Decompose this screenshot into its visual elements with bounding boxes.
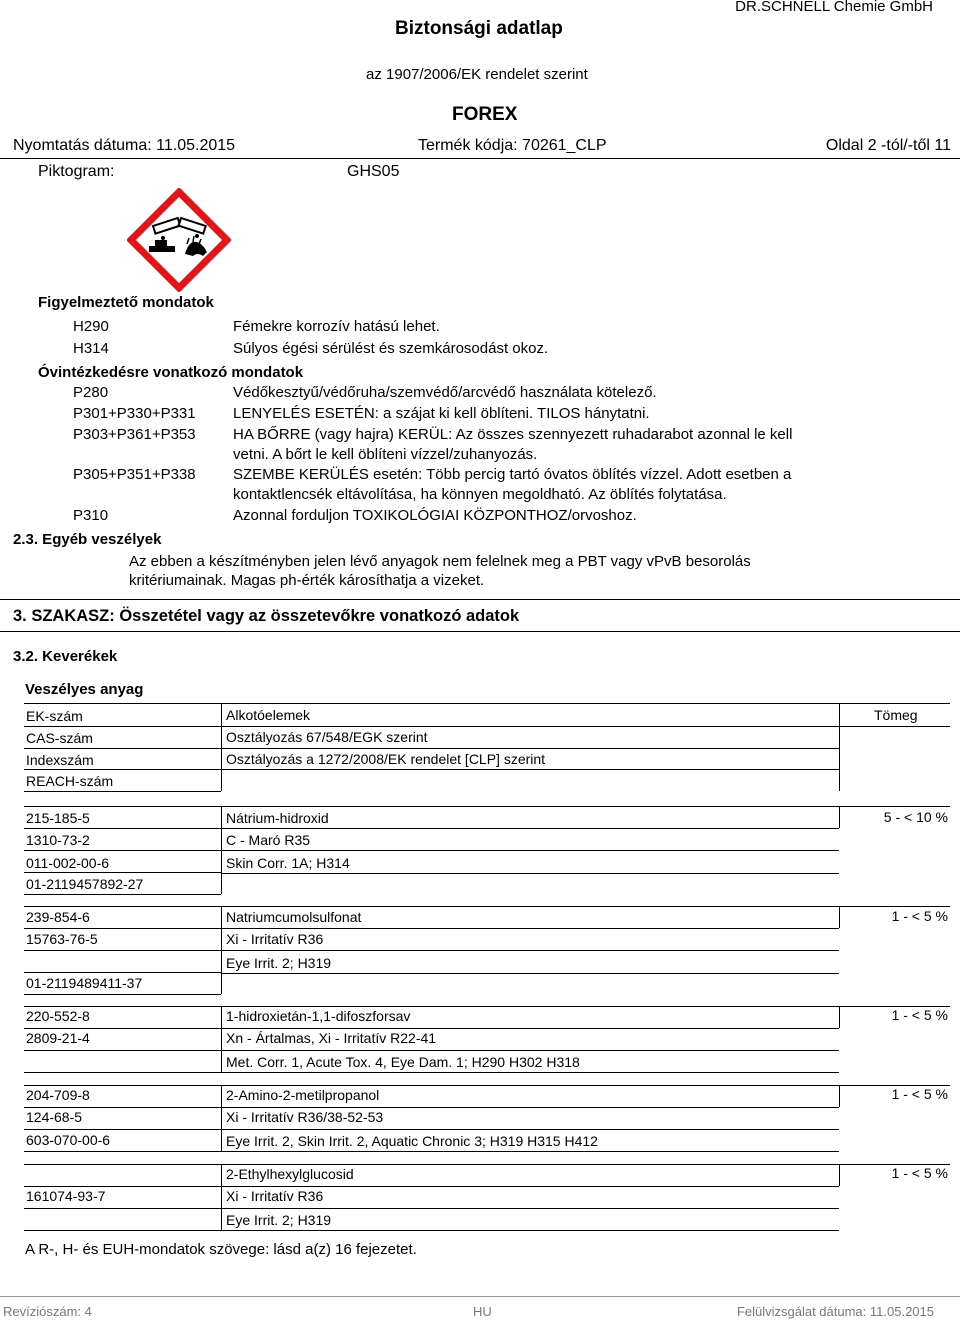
pictogram-label: Piktogram: bbox=[38, 163, 115, 180]
column-header: Osztályozás 67/548/EGK szerint bbox=[226, 729, 428, 745]
column-header: Indexszám bbox=[26, 752, 94, 768]
precaution-code: P305+P351+P338 bbox=[73, 466, 196, 483]
component-name: Nátrium-hidroxid bbox=[226, 810, 329, 826]
table-border bbox=[221, 1129, 839, 1130]
table-border bbox=[24, 850, 221, 851]
table-border bbox=[221, 1072, 839, 1073]
mixtures-heading: 3.2. Keverékek bbox=[13, 648, 118, 665]
table-border bbox=[24, 1208, 221, 1209]
table-border bbox=[24, 950, 221, 951]
classification-clp: Eye Irrit. 2; H319 bbox=[226, 955, 332, 971]
document-title: Biztonsági adatlap bbox=[395, 18, 563, 39]
table-border bbox=[24, 994, 221, 995]
hazard-code: H290 bbox=[73, 318, 109, 335]
table-border bbox=[221, 828, 839, 829]
classification-clp: Skin Corr. 1A; H314 bbox=[226, 855, 350, 871]
table-border bbox=[24, 806, 950, 807]
ghs05-corrosive-icon bbox=[127, 188, 231, 292]
cas-number: 2809-21-4 bbox=[26, 1030, 90, 1046]
reach-number: 01-2119489411-37 bbox=[26, 975, 143, 991]
precaution-text: Azonnal forduljon TOXIKOLÓGIAI KÖZPONTHOZ/orvoshoz. bbox=[233, 507, 637, 524]
table-border bbox=[24, 1151, 221, 1152]
table-border bbox=[24, 726, 221, 727]
classification-clp: Eye Irrit. 2, Skin Irrit. 2, Aquatic Chronic 3; H319 H315 H412 bbox=[226, 1133, 598, 1149]
table-border bbox=[24, 791, 221, 792]
classification-clp: Eye Irrit. 2; H319 bbox=[226, 1212, 332, 1228]
precaution-text: HA BŐRRE (vagy hajra) KERÜL: Az összes szennyezett ruhadarabot azonnal le kell bbox=[233, 426, 793, 443]
table-border bbox=[24, 1050, 221, 1051]
section-divider bbox=[0, 631, 960, 632]
classification-67-548: Xi - Irritatív R36/38-52-53 bbox=[226, 1109, 384, 1125]
component-name: 1-hidroxietán-1,1-difoszforsav bbox=[226, 1008, 411, 1024]
table-border bbox=[24, 828, 221, 829]
precaution-text: LENYELÉS ESETÉN: a szájat ki kell öblíteni. TILOS hánytatni. bbox=[233, 405, 650, 422]
weight-range: 1 - < 5 % bbox=[891, 1086, 948, 1102]
column-header: EK-szám bbox=[26, 708, 83, 724]
table-border bbox=[24, 769, 221, 770]
table-border bbox=[221, 850, 839, 851]
pictogram-code: GHS05 bbox=[347, 163, 400, 180]
precaution-text: kontaktlencsék eltávolítása, ha könnyen megoldható. Az öblítés folytatása. bbox=[233, 486, 727, 503]
table-border bbox=[24, 1186, 221, 1187]
column-header: REACH-szám bbox=[26, 773, 114, 789]
table-border bbox=[24, 1164, 950, 1165]
weight-range: 5 - < 10 % bbox=[883, 809, 948, 825]
ek-number: 239-854-6 bbox=[26, 909, 90, 925]
table-title: Veszélyes anyag bbox=[25, 681, 144, 698]
table-border bbox=[221, 1050, 839, 1051]
table-border bbox=[221, 1107, 839, 1108]
classification-67-548: Xi - Irritatív R36 bbox=[226, 1188, 324, 1204]
column-header: Osztályozás a 1272/2008/EK rendelet [CLP] szerint bbox=[226, 751, 546, 767]
component-name: Natriumcumolsulfonat bbox=[226, 909, 362, 925]
table-border bbox=[221, 873, 839, 874]
table-border bbox=[221, 1006, 222, 1072]
table-border bbox=[24, 1085, 950, 1086]
table-border bbox=[221, 973, 839, 974]
table-border bbox=[24, 872, 221, 873]
ek-number: 215-185-5 bbox=[26, 810, 90, 826]
precaution-text: Védőkesztyű/védőruha/szemvédő/arcvédő használata kötelező. bbox=[233, 384, 657, 401]
classification-67-548: Xn - Ártalmas, Xi - Irritatív R22-41 bbox=[226, 1030, 437, 1046]
weight-range: 1 - < 5 % bbox=[891, 1165, 948, 1181]
cas-number: 15763-76-5 bbox=[26, 931, 98, 947]
ek-number: 204-709-8 bbox=[26, 1087, 90, 1103]
column-header: CAS-szám bbox=[26, 730, 93, 746]
table-border bbox=[839, 703, 840, 791]
precaution-text: SZEMBE KERÜLÉS esetén: Több percig tartó óvatos öblítés vízzel. Adott esetben a bbox=[233, 466, 792, 483]
section3-heading: 3. SZAKASZ: Összetétel vagy az összetevőkre vonatkozó adatok bbox=[13, 607, 520, 625]
table-border bbox=[839, 806, 840, 828]
table-border bbox=[24, 1072, 221, 1073]
classification-67-548: C - Maró R35 bbox=[226, 832, 311, 848]
table-border bbox=[221, 748, 839, 749]
hazard-heading: Figyelmeztető mondatok bbox=[38, 294, 214, 311]
page-number: Oldal 2 -tól/-től 11 bbox=[825, 137, 951, 154]
classification-67-548: Xi - Irritatív R36 bbox=[226, 931, 324, 947]
table-border bbox=[24, 748, 221, 749]
product-code: Termék kódja: 70261_CLP bbox=[418, 137, 607, 154]
table-border bbox=[221, 726, 950, 727]
hazard-code: H314 bbox=[73, 340, 109, 357]
precaution-code: P280 bbox=[73, 384, 109, 401]
table-border bbox=[24, 1107, 221, 1108]
table-footnote: A R-, H- és EUH-mondatok szövege: lásd a(z) 16 fejezetet. bbox=[25, 1241, 417, 1258]
column-header: Tömeg bbox=[874, 707, 918, 723]
product-name: FOREX bbox=[452, 104, 518, 125]
other-hazards-text: Az ebben a készítményben jelen lévő anyagok nem felelnek meg a PBT vagy vPvB besorolás bbox=[129, 553, 751, 570]
table-border bbox=[24, 1006, 950, 1007]
table-border bbox=[221, 1186, 839, 1187]
table-border bbox=[221, 950, 839, 951]
reach-number: 01-2119457892-27 bbox=[26, 876, 144, 892]
ek-number: 220-552-8 bbox=[26, 1008, 90, 1024]
review-date: Felülvizsgálat dátuma: 11.05.2015 bbox=[736, 1304, 934, 1319]
table-border bbox=[221, 1164, 222, 1230]
table-border bbox=[24, 928, 221, 929]
table-border bbox=[24, 703, 950, 704]
table-border bbox=[839, 906, 840, 928]
precaution-code: P303+P361+P353 bbox=[73, 426, 196, 443]
cas-number: 1310-73-2 bbox=[26, 832, 90, 848]
table-border bbox=[24, 1028, 221, 1029]
table-border bbox=[221, 1151, 839, 1152]
cas-number: 124-68-5 bbox=[26, 1109, 83, 1125]
precaution-code: P310 bbox=[73, 507, 109, 524]
table-border bbox=[839, 1006, 840, 1028]
header-divider bbox=[0, 158, 960, 159]
company-name: DR.SCHNELL Chemie GmbH bbox=[735, 0, 933, 15]
weight-range: 1 - < 5 % bbox=[891, 1007, 948, 1023]
table-border bbox=[221, 928, 839, 929]
table-border bbox=[221, 1208, 839, 1209]
precaution-text: vetni. A bőrt le kell öblíteni vízzel/zuhanyozás. bbox=[233, 446, 538, 463]
table-border bbox=[24, 1230, 221, 1231]
table-border bbox=[839, 1085, 840, 1107]
regulation-note: az 1907/2006/EK rendelet szerint bbox=[366, 66, 588, 83]
component-name: 2-Ethylhexylglucosid bbox=[226, 1166, 354, 1182]
other-hazards-heading: 2.3. Egyéb veszélyek bbox=[13, 531, 162, 548]
revision-number: Revíziószám: 4 bbox=[3, 1304, 92, 1319]
table-border bbox=[24, 1129, 221, 1130]
table-border bbox=[221, 769, 839, 770]
cas-number: 161074-93-7 bbox=[26, 1188, 106, 1204]
section-divider bbox=[0, 599, 960, 600]
table-border bbox=[221, 1085, 222, 1151]
table-border bbox=[221, 1230, 839, 1231]
footer-divider bbox=[0, 1296, 960, 1297]
hazard-text: Súlyos égési sérülést és szemkárosodást okoz. bbox=[233, 340, 549, 357]
index-number: 011-002-00-6 bbox=[26, 855, 110, 871]
other-hazards-text: kritériumainak. Magas ph-érték károsíthatja a vizeket. bbox=[129, 572, 485, 589]
classification-clp: Met. Corr. 1, Acute Tox. 4, Eye Dam. 1; H290 H302 H318 bbox=[226, 1054, 580, 1070]
index-number: 603-070-00-6 bbox=[26, 1132, 111, 1148]
component-name: 2-Amino-2-metilpropanol bbox=[226, 1087, 380, 1103]
hazard-text: Fémekre korrozív hatású lehet. bbox=[233, 318, 440, 335]
table-border bbox=[24, 906, 950, 907]
table-border bbox=[839, 1164, 840, 1186]
table-border bbox=[221, 703, 222, 791]
column-header: Alkotóelemek bbox=[226, 707, 311, 723]
language-code: HU bbox=[473, 1304, 492, 1319]
table-border bbox=[24, 894, 221, 895]
precaution-heading: Óvintézkedésre vonatkozó mondatok bbox=[38, 364, 304, 381]
print-date: Nyomtatás dátuma: 11.05.2015 bbox=[13, 137, 236, 154]
table-border bbox=[24, 972, 221, 973]
table-border bbox=[221, 1028, 839, 1029]
weight-range: 1 - < 5 % bbox=[891, 908, 948, 924]
precaution-code: P301+P330+P331 bbox=[73, 405, 196, 422]
